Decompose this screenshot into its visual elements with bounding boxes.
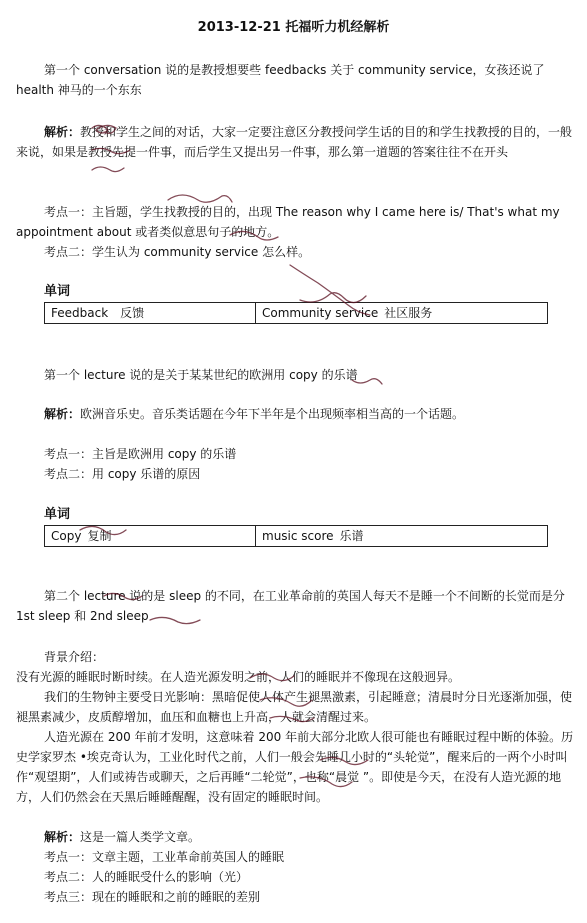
- lecture2-intro: 第二个 lecture 说的是 sleep 的不同，在工业革命前的英国人每天不是睡一个不间断的长觉而是分 1st sleep 和 2nd sleep: [16, 589, 565, 623]
- vocab-zh: 复制: [87, 529, 112, 543]
- lecture2-point-1: 考点一：文章主题，工业革命前英国人的睡眠: [44, 850, 285, 864]
- conversation-point-1: 考点一：主旨题，学生找教授的目的，出现 The reason why I came here is/ That's what my appointment about 或者类似意思句子的地方。: [16, 205, 560, 239]
- lecture2-point-3: 考点三：现在的睡眠和之前的睡眠的差别: [44, 890, 261, 904]
- vocab-cell: [256, 303, 547, 323]
- background-paragraph-3: 人造光源在 200 年前才发明，这意味着 200 年前大部分北欧人很可能也有睡眠过程中断的体验。历史学家罗杰 •埃克奇认为，工业化时代之前，人们一般会先睡几小时的“头轮觉”，醒来后的一两个小时叫作“观望期”，人们或祷告或聊天，之后再睡“二轮觉”，也称“晨觉 ”。即使是今天，在没有人造光源的地方，人们仍然会在天黑后睡睡醒醒，没有固定的睡眠时间。: [16, 730, 574, 804]
- vocab-zh: 社区服务: [384, 306, 433, 320]
- conversation-analysis: [16, 122, 576, 162]
- vocab-zh: 乐谱: [339, 529, 364, 543]
- background-label: 背景介绍：: [44, 650, 105, 664]
- vocab-cell: [256, 526, 547, 546]
- conversation-intro: 第一个 conversation 说的是教授想要些 feedbacks 关于 community service，女孩还说了 health 神马的一个东东: [16, 63, 545, 97]
- vocab-zh: 反馈: [120, 306, 145, 320]
- analysis-label: 解析：: [44, 830, 81, 844]
- lecture1-intro: 第一个 lecture 说的是关于某某世纪的欧洲用 copy 的乐谱: [44, 368, 358, 382]
- vocab-heading: 单词: [44, 284, 71, 299]
- document-title: 2013-12-21 托福听力机经解析: [197, 20, 390, 35]
- lecture1-point-2: 考点二：用 copy 乐谱的原因: [44, 467, 201, 481]
- vocab-table: [44, 302, 548, 324]
- conversation-point-2: 考点二：学生认为 community service 怎么样。: [44, 245, 311, 259]
- vocab-en: music score: [262, 529, 334, 543]
- lecture1-analysis: [16, 404, 576, 424]
- vocab-en: Copy: [51, 529, 82, 543]
- vocab-en: Community service: [262, 306, 379, 320]
- vocab-heading: 单词: [44, 507, 71, 522]
- scribble-stroke: [92, 167, 124, 172]
- analysis-label: 解析：: [44, 125, 81, 139]
- vocab-cell: [45, 303, 256, 323]
- background-paragraph-2: 我们的生物钟主要受日光影响：黑暗促使人体产生褪黑激素，引起睡意；清晨时分日光逐渐加强，使褪黑素减少，皮质醇增加，血压和血糖也上升高，人就会清醒过来。: [16, 690, 573, 724]
- analysis-text: 这是一篇人类学文章。: [80, 830, 201, 844]
- vocab-cell: [45, 526, 256, 546]
- lecture1-point-1: 考点一：主旨是欧洲用 copy 的乐谱: [44, 447, 237, 461]
- analysis-text: 欧洲音乐史。音乐类话题在今年下半年是个出现频率相当高的一个话题。: [80, 407, 465, 421]
- vocab-en: Feedback: [51, 306, 109, 320]
- analysis-text: 教授和学生之间的对话，大家一定要注意区分教授问学生话的目的和学生找教授的目的，一般来说，如果是教授先提一件事，而后学生又提出另一件事，那么第一道题的答案往往不在开头: [16, 125, 573, 159]
- vocab-table: [44, 525, 548, 547]
- background-paragraph-1: 没有光源的睡眠时断时续。在人造光源发明之前，人们的睡眠并不像现在这般迥异。: [16, 670, 461, 684]
- lecture2-analysis: [16, 827, 576, 847]
- analysis-label: 解析：: [44, 407, 81, 421]
- lecture2-point-2: 考点二：人的睡眠受什么的影响（光）: [44, 870, 249, 884]
